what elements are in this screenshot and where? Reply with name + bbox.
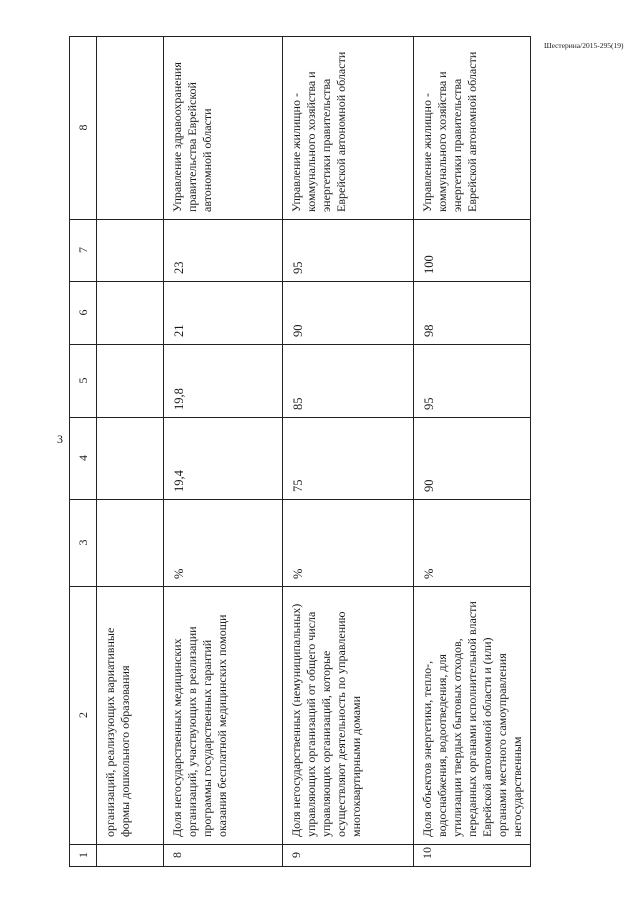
indicator-name: Доля негосударственных медицинских организаций, участвующих в реализации программы государственных гарантий оказания бесплатной медицинских помощи [164,587,283,845]
responsible-cell: Управление жилищно - коммунального хозяйства и энергетики правительства Еврейской автономной области [414,37,531,220]
value-cell: 23 [164,220,283,282]
responsible-cell: Управление жилищно - коммунального хозяйства и энергетики правительства Еврейской автономной области [283,37,414,220]
value-cell [97,220,164,282]
data-table [69,36,531,867]
indicator-name: Доля негосударственных (немуниципальных) управляющих организаций от общего числа управляющих организаций, которые осуществляют деятельность по управлению многоквартирными домами [283,587,414,845]
value-cell: 21 [164,282,283,345]
table-row [164,37,283,867]
rotated-table-container [69,37,529,867]
value-cell: 19,8 [164,345,283,418]
value-cell: 98 [414,282,531,345]
header-cell: 5 [70,345,97,418]
unit-cell: % [164,500,283,587]
value-cell: 19,4 [164,418,283,500]
value-cell [97,282,164,345]
table-row [283,37,414,867]
table-rotation-frame [69,37,529,867]
header-cell: 3 [70,500,97,587]
unit-cell [97,500,164,587]
table-row [414,37,531,867]
table-row [97,37,164,867]
row-number: 9 [283,845,414,867]
header-cell: 8 [70,37,97,220]
value-cell: 90 [283,282,414,345]
header-cell: 2 [70,587,97,845]
page-number: 3 [57,432,63,446]
unit-cell: % [414,500,531,587]
header-cell: 1 [70,845,97,867]
responsible-cell [97,37,164,220]
value-cell: 90 [414,418,531,500]
document-code: Шестерина/2015-295(19) [544,41,624,50]
value-cell: 75 [283,418,414,500]
header-cell: 7 [70,220,97,282]
header-cell: 6 [70,282,97,345]
value-cell: 100 [414,220,531,282]
row-number: 8 [164,845,283,867]
value-cell [97,418,164,500]
value-cell [97,345,164,418]
indicator-name: организаций, реализующих вариативные формы дошкольного образования [97,587,164,845]
indicator-name: Доля объектов энергетики, тепло-, водоснабжения, водоотведения, для утилизации твердых бытовых отходов, переданных органами исполнительной власти Еврейской автономной области и (или) органами местного самоуправления негосударственным [414,587,531,845]
row-number [97,845,164,867]
table-header-row [70,37,97,867]
value-cell: 85 [283,345,414,418]
header-cell: 4 [70,418,97,500]
value-cell: 95 [414,345,531,418]
value-cell: 95 [283,220,414,282]
responsible-cell: Управление здравоохранения правительства Еврейской автономной области [164,37,283,220]
unit-cell: % [283,500,414,587]
row-number: 10 [414,845,531,867]
